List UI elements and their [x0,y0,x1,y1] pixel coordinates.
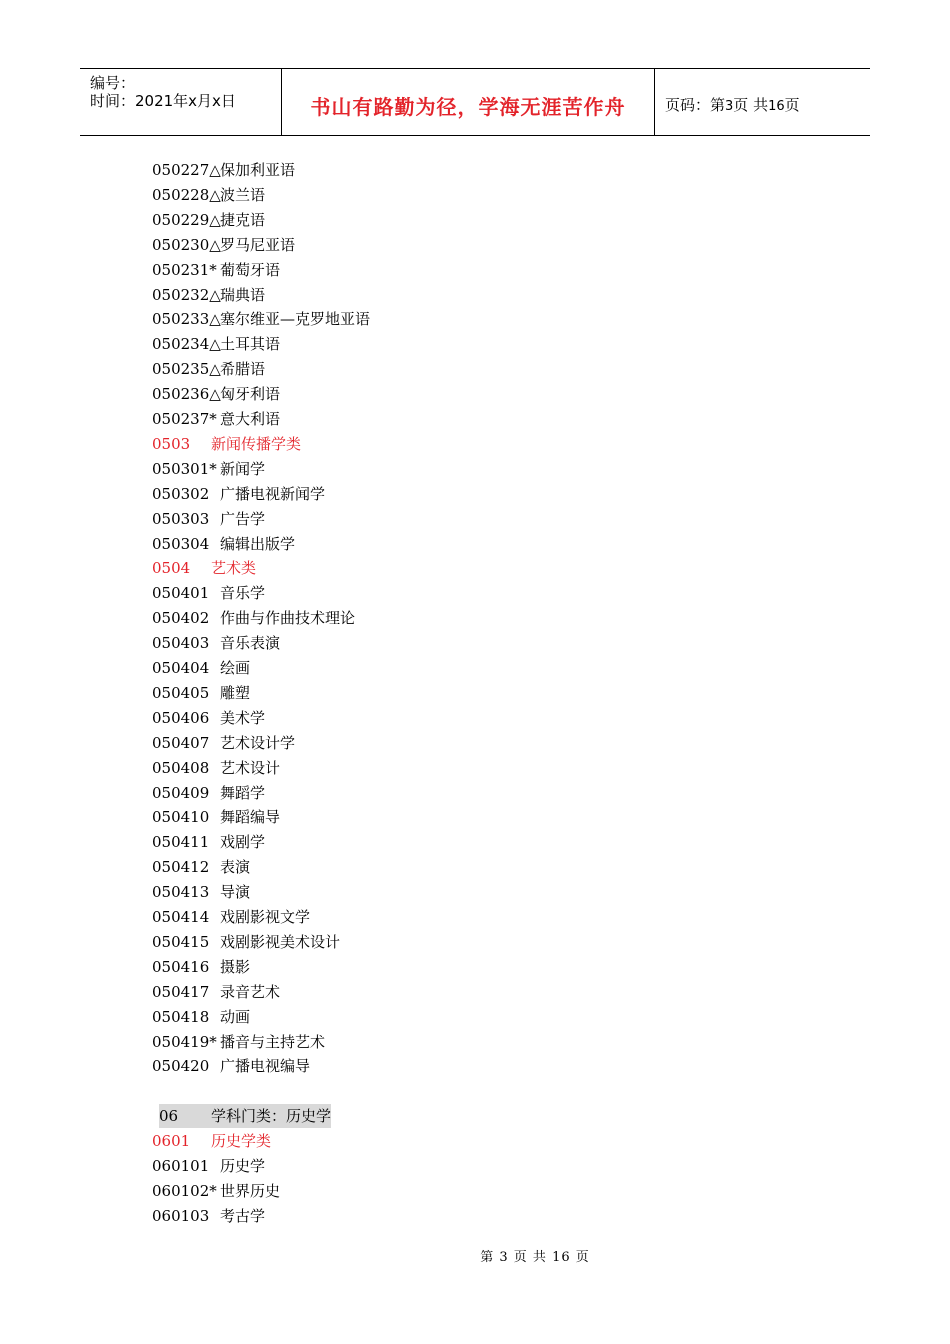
header-page-cell [655,69,870,135]
entry-name: 希腊语 [220,360,266,379]
entry-name: 表演 [220,858,251,877]
major-entry [152,955,250,979]
major-entry [152,208,265,232]
major-entry [152,407,280,431]
entry-code: 060101 [152,1157,210,1176]
entry-code: 050303 [152,509,210,528]
motto: 书山有路勤为径，学海无涯苦作舟 [310,95,626,119]
entry-code: 050413 [152,883,210,902]
major-entry [152,930,340,954]
major-entry [152,258,280,282]
entry-code: 050420 [152,1057,210,1076]
entry-code: 06 [159,1107,179,1126]
entry-name: 戏剧学 [220,833,266,852]
major-entry [152,307,370,331]
entry-name: 录音艺术 [220,982,281,1001]
entry-name: 雕塑 [220,683,251,702]
entry-name: 广播电视新闻学 [220,484,326,503]
entry-code: 050407 [152,733,210,752]
major-entry [152,457,265,481]
entry-name: 舞蹈编导 [220,808,281,827]
entry-code: 050233△ [152,310,221,329]
entry-code: 050401 [152,584,210,603]
group-heading [152,556,256,580]
page-indicator [665,94,800,115]
major-entry [152,382,280,406]
entry-code: 050417 [152,982,210,1001]
major-entry [152,1204,265,1228]
page-prefix: 页码：第 [665,96,726,114]
entry-name: 新闻学 [220,459,266,478]
major-entry [152,706,265,730]
entry-name: 历史学 [220,1157,266,1176]
entry-code: 050418 [152,1007,210,1026]
group-heading [152,432,301,456]
major-entry [152,855,250,879]
group-heading [152,1129,271,1153]
entry-code: 050419* [152,1032,217,1051]
entry-name: 学科门类：历史学 [211,1107,332,1126]
entry-name: 戏剧影视文学 [220,908,311,926]
entry-code: 050302 [152,484,210,503]
major-entry [152,233,295,257]
footer-total: 16 [552,1250,571,1265]
entry-name: 捷克语 [220,210,266,229]
entry-name: 新闻传播学类 [211,434,302,453]
header-table [80,68,870,136]
entry-name: 播音与主持艺术 [220,1032,326,1051]
serial-label: 编号： [90,74,136,92]
entry-name: 艺术设计 [220,758,281,777]
page-total: 16 [768,99,785,114]
entry-code: 050229△ [152,210,221,229]
entry-name: 戏剧影视美术设计 [220,932,341,951]
entry-code: 050415 [152,932,210,951]
entry-name: 广播电视编导 [220,1057,311,1076]
major-entry [152,805,280,829]
entry-name: 绘画 [220,659,251,677]
major-entry [152,781,265,805]
entry-code: 050228△ [152,185,221,204]
entry-code: 050235△ [152,360,221,379]
entry-code: 050227△ [152,161,221,179]
major-entry [152,507,265,531]
footer-mid: 页 共 [513,1250,547,1265]
entry-code: 050237* [152,410,217,428]
page-mid: 页 共 [733,96,769,114]
entry-code: 050408 [152,758,210,777]
entry-name: 音乐学 [220,584,266,603]
entry-name: 意大利语 [220,410,281,428]
major-entry [152,158,295,182]
entry-name: 广告学 [220,509,266,528]
entry-name: 编辑出版学 [220,534,296,553]
major-entry [152,357,265,381]
page-suffix: 页 [784,96,800,114]
footer-prefix: 第 [480,1250,495,1265]
entry-code: 0503 [152,434,191,453]
entry-name: 动画 [220,1007,251,1026]
entry-name: 艺术设计学 [220,733,296,752]
entry-code: 050236△ [152,385,221,404]
entry-code: 060103 [152,1206,210,1225]
entry-name: 土耳其语 [220,335,281,354]
major-entry [152,905,310,929]
entry-name: 保加利亚语 [220,161,296,179]
major-entry [152,1005,250,1029]
major-entry [152,681,250,705]
category-heading [159,1104,331,1128]
entry-name: 匈牙利语 [220,385,281,404]
major-entry [152,532,295,556]
entry-name: 音乐表演 [220,634,281,653]
entry-name: 考古学 [220,1206,266,1225]
entry-code: 050230△ [152,235,221,254]
entry-code: 050232△ [152,285,221,304]
major-entry [152,756,280,780]
entry-code: 050412 [152,858,210,877]
major-entry [152,880,250,904]
entry-code: 060102* [152,1182,217,1200]
entry-code: 050405 [152,683,210,702]
entry-code: 050410 [152,808,210,827]
major-entry [152,1179,280,1203]
footer-suffix: 页 [575,1250,590,1265]
entry-code: 050404 [152,659,210,677]
major-entry [152,830,265,854]
entry-code: 050411 [152,833,210,852]
major-entry [152,631,280,655]
entry-code: 050406 [152,708,210,727]
major-entry [152,606,355,630]
page-footer [0,1246,950,1265]
entry-name: 塞尔维亚—克罗地亚语 [220,310,371,329]
major-entry [152,482,325,506]
header-motto-cell [282,69,655,135]
entry-code: 050414 [152,908,210,926]
entry-code: 050301* [152,459,217,478]
entry-code: 050402 [152,609,210,628]
entry-code: 050416 [152,957,210,976]
entry-name: 作曲与作曲技术理论 [220,609,356,628]
entry-name: 罗马尼亚语 [220,235,296,254]
entry-name: 艺术类 [211,559,257,578]
major-entry [152,183,265,207]
major-entry [152,1054,310,1078]
entry-name: 波兰语 [220,185,266,204]
major-entry [152,332,280,356]
entry-code: 0601 [152,1132,191,1151]
major-entry [152,980,280,1004]
entry-code: 050234△ [152,335,221,354]
entry-name: 摄影 [220,957,251,976]
entry-name: 葡萄牙语 [220,260,281,279]
major-entry [152,656,250,680]
entry-code: 050231* [152,260,217,279]
major-entry [152,1030,325,1054]
page-current: 3 [725,99,734,114]
entry-name: 瑞典语 [220,285,266,304]
entry-code: 050403 [152,634,210,653]
major-entry [152,581,265,605]
entry-code: 050304 [152,534,210,553]
entry-code: 0504 [152,559,191,578]
entry-code: 050409 [152,783,210,802]
entry-name: 世界历史 [220,1182,281,1200]
major-entry [152,1154,265,1178]
entry-name: 导演 [220,883,251,902]
entry-name: 美术学 [220,708,266,727]
footer-current: 3 [499,1250,509,1265]
entry-name: 历史学类 [211,1132,272,1151]
major-entry [152,283,265,307]
major-entry [152,731,295,755]
entry-name: 舞蹈学 [220,783,266,802]
header-info-cell [80,69,282,135]
time-label: 时间：2021年x月x日 [90,92,236,110]
